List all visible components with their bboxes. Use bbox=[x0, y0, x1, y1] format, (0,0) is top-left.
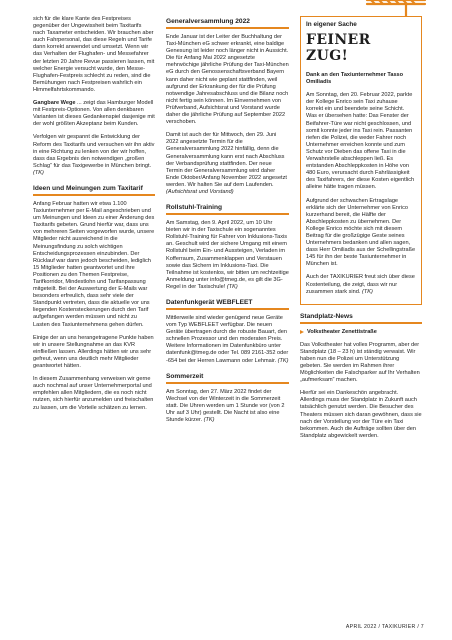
paragraph bbox=[166, 132, 289, 196]
section-heading: Ideen und Meinungen zum Taxitarif bbox=[33, 183, 155, 196]
paragraph: Anfang Februar hatten wir etwa 1.100 Taxiunternehmer per E-Mail angeschrieben und um Meinungen und Ideen zu einer Änderung des Taxitarifs gebeten. Grund hierfür war, dass uns von mehreren Seiten vorgeworfen wurde, unsere Mitglieder nicht ausreichend in die Meinungsfindung zu solch wichtigen Entscheidungsprozessen einzubinden. Der Rücklauf war dann jedoch bescheiden, lediglich 15 Mitglieder hatten geantwortet und ihre Positionen zu den Themen Festpreise, Tarifkorridor, Mindestlohn und Tarifanpassung mitgeteilt. Bei der Auswertung der E-Mails war besonders erfreulich, dass sehr viele der Standpunkt vertreten, dass die aktuelle vor uns liegenden Kostensteckerungen durch den Tarif aufgefangen werden müssen und nicht zu Lasten des Taxiunternehmens gehen dürfen. bbox=[33, 200, 155, 328]
section-heading: Datenfunkgerät WEBFLEET bbox=[166, 297, 289, 310]
paragraph bbox=[166, 315, 289, 365]
bold-lead: Gangbare Wege bbox=[33, 100, 76, 107]
section-heading: Rollstuhl-Training bbox=[166, 202, 289, 215]
paragraph-text: Am Samstag, den 9. April 2022, um 10 Uhr bieten wir in der Taxischule ein sogenanntes Rollstuhl-Training für Fahrer von Inklusions-Taxis an. Geschult wird der sichere Umgang mit einem Rollstuhl beim Ein- und Aussteigen, Verladen im Kofferraum, Zusammenklappen und Verstauen sowie das Sichern im Inklusions-Taxi. Die Teilnahme ist kostenlos, wir bitten um rechtzeitige Anmeldung unter info@tmeg.de, es gilt die 3G-Regel in der Taxischule! bbox=[166, 220, 289, 290]
paragraph: Einige der an uns herangetragene Punkte haben wir in unsere Stellungnahme an das KVR einfließen lassen. Allerdings hätten wir uns sehr gefreut, wenn uns deutlich mehr Mitglieder geantwortet hätten. bbox=[33, 334, 154, 370]
paragraph: Aufgrund der schwachen Ertragslage erklärte sich der Unternehmer von Enrico kurzerhand bereit, die Hälfte der Abschleppkosten zu übernehmen. Der Kollege Enrico möchte sich mit diesem Beitrag für die großzügige Geste seines Unternehmers bedanken und allen sagen, dass Herr Omiliadis aus der Schellingstraße 145 für ihn der beste Taxiunternehmer in München ist. bbox=[306, 197, 416, 268]
column-right bbox=[300, 16, 422, 618]
paragraph: Das Volkstheater hat volles Programm, aber der Standplatz (18 – 23 h) ist ständig verwaist. Wir haben nun die Polizei um Unterstützung gebeten. Sie werden im Rahmen ihrer Möglichkeiten die Falschparker auf Ihr Verhalten „aufmerksam“ machen. bbox=[300, 341, 420, 384]
section-heading: Standplatz-News bbox=[300, 311, 422, 324]
paragraph bbox=[166, 389, 289, 424]
paragraph-text: Am Sonntag, den 27. März 2022 findet der Wechsel von der Winterzeit in die Sommerzeit statt. Die Uhren werden um 1 Stunde vor (von 2 Uhr auf 3 Uhr) gestellt. Die Nacht ist also eine Stunde kürzer. bbox=[166, 388, 285, 424]
paragraph-text: ... zeigt das Hamburger Modell mit Festpreis-Optionen. Von allen denkbaren Varianten ist dieses Gedankenspiel dasjenige mit der wohl größten Akzeptanz beim Kunden. bbox=[33, 100, 155, 128]
signature: (TK) bbox=[226, 283, 238, 290]
standplatz-title: Volkstheater Zenettistraße bbox=[307, 328, 377, 335]
paragraph: Ende Januar ist der Leiter der Buchhaltung der Taxi-München eG schwer erkrankt, eine baldige Genesung ist leider noch länger nicht in Aussicht. Die für Anfang Mai 2022 angesetzte mehrwöchige jährliche Prüfung der Taxi-München eG durch den Genossenschaftsverband Bayern kann daher nicht wie geplant stattfinden, weil aufgrund der Erkrankung der für die Prüfung notwendige Jahresabschluss und die Bilanz noch nicht fertig sein können. Im Einvernehmen von Prüfverband, Aufsichtsrat und Vorstand wurde daher die jährliche Prüfung auf September 2022 verschoben. bbox=[166, 34, 289, 126]
column-left bbox=[33, 16, 155, 618]
paragraph bbox=[33, 134, 155, 177]
triangle-bullet-icon bbox=[300, 330, 304, 334]
column-middle bbox=[166, 16, 289, 618]
paragraph-text: Damit ist auch der für Mittwoch, den 29. Juni 2022 angesetzte Termin für die Generalversammlung 2022 hinfällig, denn die Generalversammlung kann erst nach Abschluss der Verbandsprüfung stattfinden. Der neue Termin der Generalversammlung wird daher Ende Oktober/Anfang November 2022 angesetzt werden. Wir halten Sie auf dem Laufenden. bbox=[166, 132, 287, 188]
section-heading: Sommerzeit bbox=[166, 371, 289, 384]
page-footer: APRIL 2022 / TAXIKURIER / 7 bbox=[345, 624, 424, 630]
paragraph-text: Verfolgen wir gespannt die Entwicklung der Reform des Taxitarifs und versuchen wir ihn aktiv in eine Richtung zu lenken von der wir hoffen, dass das Ergebnis den notwendigen „großen Schlag“ für das Taxigewerbe in München bringt. bbox=[33, 134, 155, 169]
standplatz-item bbox=[300, 329, 422, 335]
signature: (Aufsichtsrat und Vorstand) bbox=[166, 188, 234, 195]
paragraph: sich für die klare Kante des Festpreises gegenüber der Ungewissheit beim Taxitarifs nach Taxameter entscheiden. Wir brauchen aber auch Fahrpersonal, das diese Regeln und Tarife dann korrekt anwendet und umsetzt. Wenn wir das Verhalten der Flughafen- und Messefahrer der letzten 20 Jahre Revue passieren lassen, mit welcher Energie versucht wurde, den Messe-Flughafen-Festpreis schlecht zu reden, sind die Bemühungen nach Festpreisen wahrlich ein Himmelfahrtskommando. bbox=[33, 16, 155, 93]
paragraph bbox=[166, 220, 289, 291]
box-headline: FEINER ZUG! bbox=[306, 32, 371, 64]
paragraph: Am Sonntag, den 20. Februar 2022, parkte der Kollege Enrico sein Taxi zuhause korrekt ein und beendete seine Schicht. Was er übersehen hatte: Das Fenster der Beifahrer-Türe war nicht geschlossen, und somit konnte jeder ins Taxi rein. Passanten riefen die Polizei, die weder Fahrer noch Unternehmer erreichen konnte und zum Schutz vor Dieben das offene Taxi in die Verwahrstelle abschleppen ließ. Es entstanden Abschleppkosten in Höhe von 480 Euro, verursacht durch Fahrlässigkeit des Taxifahrers, der diese Kosten eigentlich alleine hätte tragen müssen. bbox=[306, 92, 415, 191]
box-title: In eigener Sache bbox=[306, 21, 357, 28]
section-heading: Generalversammlung 2022 bbox=[166, 16, 289, 29]
signature: (TK) bbox=[361, 288, 373, 295]
paragraph-text: Mittlerweile sind wieder genügend neue Geräte vom Typ WEBFLEET verfügbar. Die neuen Geräte übertragen durch die robuste Bauart, den schnellen Prozessor und den moderaten Preis. Weitere Informationen im Datenfunkbüro unter datenfunk@tmeg.de oder Tel. 089 2161-352 oder -654 bei der Herren Lawmann oder Lehmair. bbox=[166, 315, 289, 364]
signature: (TK) bbox=[203, 417, 215, 424]
paragraph-text: Auch der TAXIKURIER freut sich über diese Kostenteilung, die zeigt, dass wir nur zusammen stark sind. bbox=[306, 274, 415, 295]
box-subheading: Dank an den Taxiunternehmer Tasso Omiliadis bbox=[306, 72, 404, 86]
signature: (TK) bbox=[33, 169, 44, 176]
paragraph bbox=[306, 274, 416, 295]
paragraph bbox=[33, 100, 155, 128]
info-box bbox=[300, 16, 422, 305]
paragraph: Hierfür sei ein Dankeschön angebracht. Allerdings muss der Standplatz in Zukunft auch tatsächlich genutzt werden. Die Besucher des Theaters müssen sich daran gewöhnen, dass sie nach der Vorstellung vor der Türe ein Taxi bekommen. Auch die Aufträge sollten über den Standplatz abgewickelt werden. bbox=[300, 390, 422, 439]
paragraph: In diesem Zusammenhang verweisen wir gerne auch nochmal auf unser Unternehmerportal und empfehlen allen Mitgliedern, die es noch nicht nutzen, sich hierfür anzumelden und freischalten zu lassen, um die Vorteile schätzen zu lernen. bbox=[33, 376, 154, 411]
signature: (TK) bbox=[277, 357, 289, 364]
